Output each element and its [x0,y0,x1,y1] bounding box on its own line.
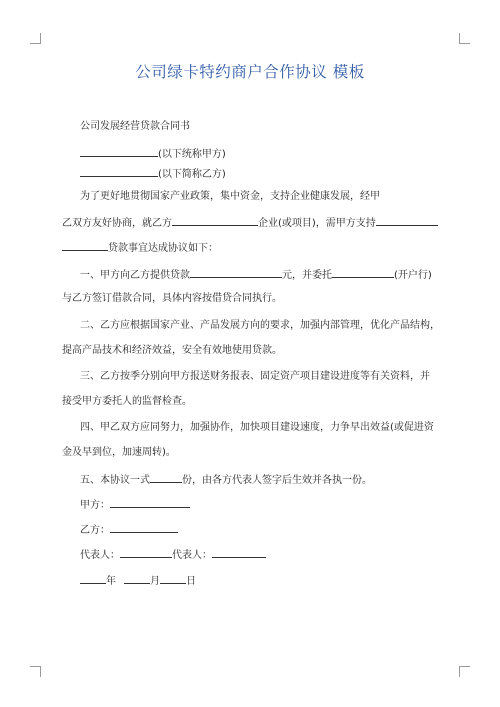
clause-4-line-2: 金及早到位，加速周转)。 [62,447,176,458]
party-a-signature-blank [110,497,190,508]
clause-5-line [80,472,372,488]
clause-5b: 份，由各方代表人签字后生效并各执一份。 [182,475,372,486]
rep-b-label: 代表人： [172,550,212,561]
clause-2-line-1: 二、乙方应根据国家产业、产品发展方向的要求，加强内部管理，优化产品结构， [80,320,440,331]
crop-mark-top-right [459,33,470,44]
clause-1c: (开户行) [394,270,432,281]
date-line [80,573,196,589]
project-blank [172,215,258,226]
clause-1-line-1 [80,267,432,283]
support-blank [376,215,438,226]
party-a-line [80,146,226,162]
month-blank [124,573,150,584]
month-label: 月 [150,576,160,587]
intro-line-1: 为了更好地贯彻国家产业政策，集中资金，支持企业健康发展，经甲 [80,191,380,202]
document-subtitle: 公司发展经营贷款合同书 [80,121,190,132]
clause-1a: 一、甲方向乙方提供贷款 [80,270,190,281]
party-b-blank [80,166,158,177]
copies-blank [150,472,182,483]
rep-a-blank [120,547,172,558]
party-b-signature [80,522,178,538]
clause-1-line-2: 与乙方签订借款合同，具体内容按借贷合同执行。 [62,293,282,304]
document-title: 公司绿卡特约商户合作协议 模板 [135,63,365,81]
party-b-signature-label: 乙方： [80,525,110,536]
clause-1b: 元，并委托 [282,270,332,281]
rep-a-label: 代表人： [80,550,120,561]
clause-3-line-2: 接受甲方委托人的监督检查。 [62,396,192,407]
party-a-note: (以下统称甲方) [158,149,226,160]
party-a-signature-label: 甲方： [80,500,110,511]
crop-mark-top-left [30,33,41,44]
party-a-signature [80,497,190,513]
intro-line-2b: 企业(或项目)，需甲方支持 [258,218,376,229]
intro-line-3-text: 贷款事宜达成协议如下： [108,243,218,254]
intro-line-2a: 乙双方友好协商，就乙方 [62,218,172,229]
year-label: 年 [106,576,116,587]
rep-b-blank [212,547,266,558]
amount-blank [190,267,282,278]
clause-5a: 五、本协议一式 [80,475,150,486]
clause-4-line-1: 四、甲乙双方应同努力，加强协作，加快项目建设速度，力争早出效益(或促进资 [80,422,434,433]
clause-2-line-2: 提高产品技术和经济效益，安全有效地使用贷款。 [62,345,282,356]
day-blank [160,573,186,584]
party-b-note: (以下简称乙方) [158,169,226,180]
party-a-blank [80,146,158,157]
clause-3-line-1: 三、乙方按季分别向甲方报送财务报表、固定资产项目建设进度等有关资料，并 [80,371,430,382]
loan-type-blank [62,240,108,251]
intro-line-3 [62,240,218,256]
crop-mark-bottom-right [459,666,470,677]
bank-blank [332,267,394,278]
crop-mark-bottom-left [30,666,41,677]
representatives-line [80,547,266,563]
party-b-line [80,166,226,182]
year-blank [80,573,106,584]
intro-line-2 [62,215,438,231]
day-label: 日 [186,576,196,587]
party-b-signature-blank [110,522,178,533]
